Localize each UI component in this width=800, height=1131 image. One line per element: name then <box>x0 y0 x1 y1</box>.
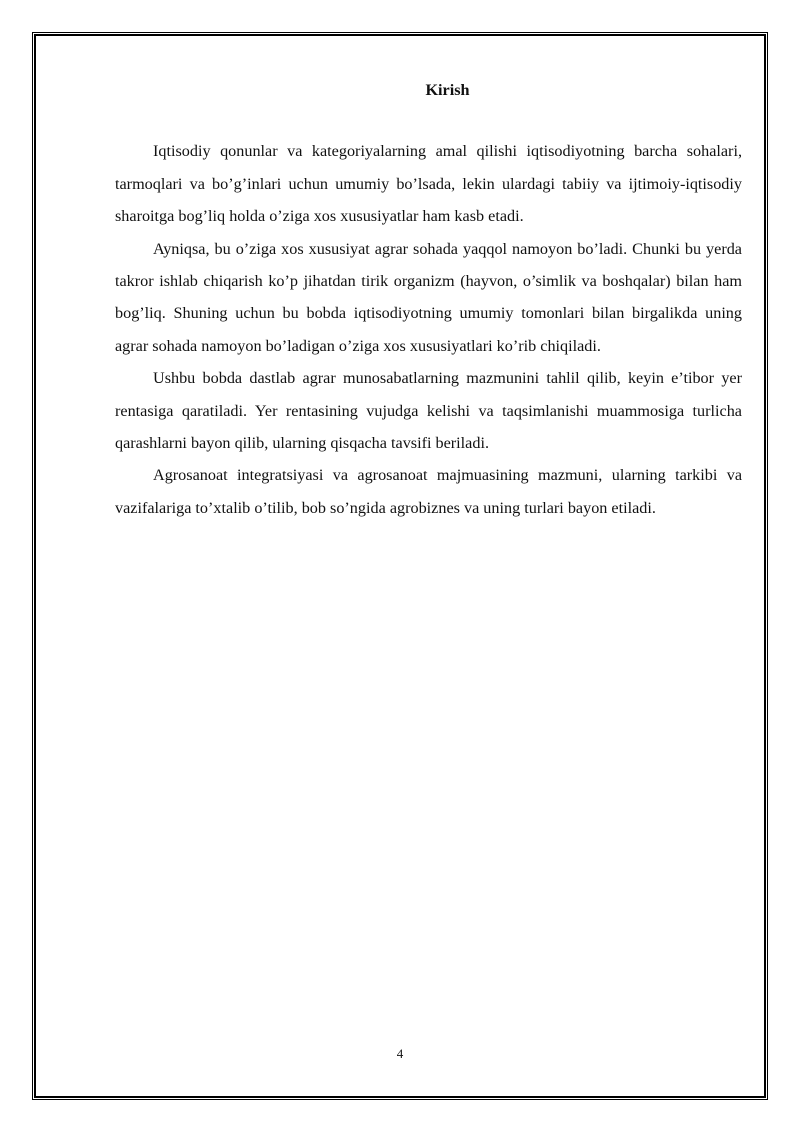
paragraph-2: Ayniqsa, bu o’ziga xos xususiyat agrar sohada yaqqol namoyon bo’ladi. Chunki bu yerda takror ishlab chiqarish ko’p jihatdan tirik organizm (hayvon, o’simlik va boshqalar) bilan ham bog’liq. Shuning uchun bu bobda iqtisodiyotning umumiy tomonlari bilan birgalikda uning agrar sohada namoyon bo’ladigan o’ziga xos xususiyatlari ko’rib chiqiladi. <box>115 239 742 355</box>
section-title: Kirish <box>425 81 470 99</box>
paragraph-1: Iqtisodiy qonunlar va kategoriyalarning amal qilishi iqtisodiyotning barcha sohalari, tarmoqlari va bo’g’inlari uchun umumiy bo’lsada, lekin ulardagi tabiiy va ijtimoiy-iqtisodiy sharoitga bog’liq holda o’ziga xos xususiyatlar ham kasb etadi. <box>115 142 742 226</box>
document-body <box>115 74 742 524</box>
paragraph-4: Agrosanoat integratsiyasi va agrosanoat majmuasining mazmuni, ularning tarkibi va vazifalariga to’xtalib o’tilib, bob so’ngida agrobiznes va uning turlari bayon etiladi. <box>115 466 742 517</box>
paragraph-3: Ushbu bobda dastlab agrar munosabatlarning mazmunini tahlil qilib, keyin e’tibor yer rentasiga qaratiladi. Yer rentasining vujudga kelishi va taqsimlanishi muammosiga turlicha qarashlarni bayon qilib, ularning qisqacha tavsifi beriladi. <box>115 369 742 453</box>
page-number: 4 <box>396 1046 404 1061</box>
